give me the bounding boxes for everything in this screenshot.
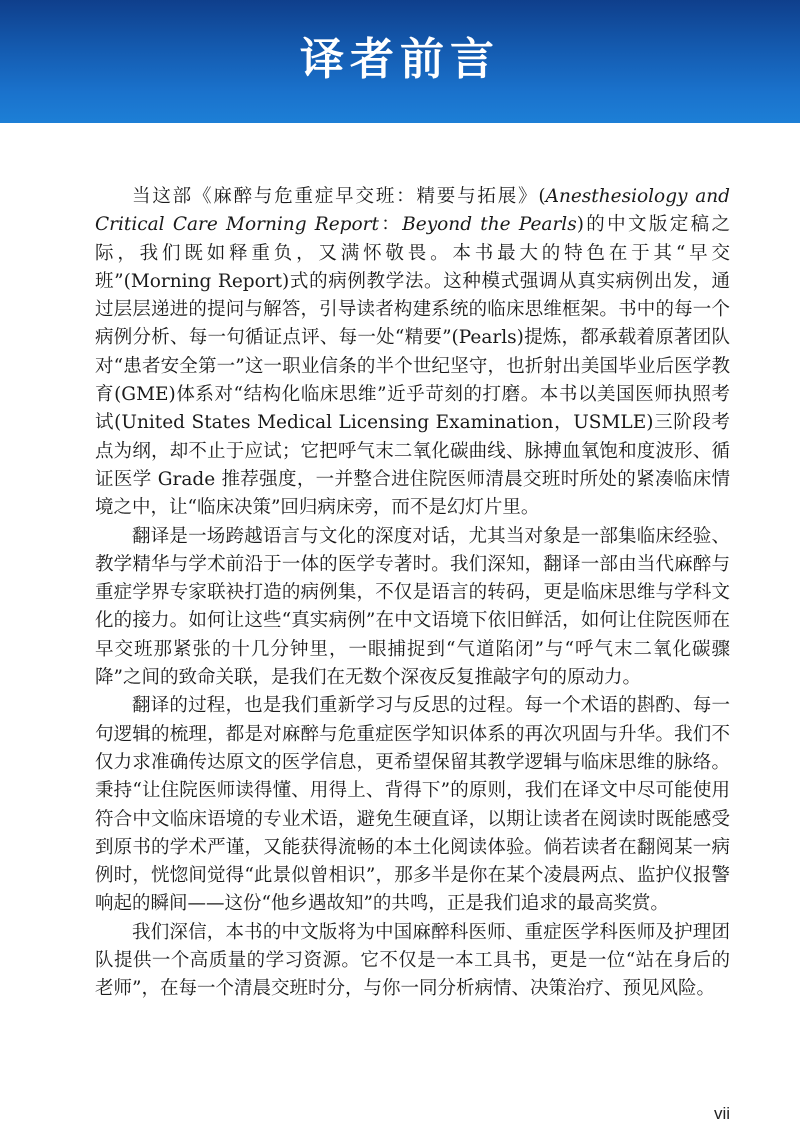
page-number: vii <box>713 1104 730 1123</box>
paragraph-4: 我们深信，本书的中文版将为中国麻醉科医师、重症医学科医师及护理团队提供一个高质量的学习资源。它不仅是一本工具书，更是一位“站在身后的老师”，在每一个清晨交班时分，与你一同分析病情、决策治疗、预见风险。 <box>95 921 730 1000</box>
book-title-english-sub: Beyond the Pearls <box>402 214 577 236</box>
title-separator: ： <box>378 214 403 236</box>
preface-body <box>95 183 730 1004</box>
paragraph-3: 翻译的过程，也是我们重新学习与反思的过程。每一个术语的斟酌、每一句逻辑的梳理，都是对麻醉与危重症医学知识体系的再次巩固与升华。我们不仅力求准确传达原文的医学信息，更希望保留其教学逻辑与临床思维的脉络。秉持“让住院医师读得懂、用得上、背得下”的原则，我们在译文中尽可能使用符合中文临床语境的专业术语，避免生硬直译，以期让读者在阅读时既能感受到原书的学术严谨，又能获得流畅的本土化阅读体验。倘若读者在翻阅某一病例时，恍惚间觉得“此景似曾相识”，那多半是你在某个凌晨两点、监护仪报警响起的瞬间——这份“他乡遇故知”的共鸣，正是我们追求的最高奖赏。 <box>95 695 730 915</box>
paragraph-1-text-a: 当这部《麻醉与危重症早交班：精要与拓展》( <box>132 186 546 207</box>
page-title: 译者前言 <box>300 34 500 85</box>
page-header-banner <box>0 0 800 123</box>
paragraph-2: 翻译是一场跨越语言与文化的深度对话，尤其当对象是一部集临床经验、教学精华与学术前沿于一体的医学专著时。我们深知，翻译一部由当代麻醉与重症学界专家联袂打造的病例集，不仅是语言的转码，更是临床思维与学科文化的接力。如何让这些“真实病例”在中文语境下依旧鲜活，如何让住院医师在早交班那紧张的十几分钟里，一眼捕捉到“气道陷闭”与“呼气末二氧化碳骤降”之间的致命关联，是我们在无数个深夜反复推敲字句的原动力。 <box>95 525 730 689</box>
book-title-english-main: Anesthesiology and Critical Care Morning Report <box>95 186 730 236</box>
paragraph-1-text-b: )的中文版定稿之际，我们既如释重负，又满怀敬畏。本书最大的特色在于其“早交班”(Morning Report)式的病例教学法。这种模式强调从真实病例出发，通过层层递进的提问与解答，引导读者构建系统的临床思维框架。书中的每一个病例分析、每一句循证点评、每一处“精要”(Pearls)提炼，都承载着原著团队对“患者安全第一”这一职业信条的半个世纪坚守，也折射出美国毕业后医学教育(GME)体系对“结构化临床思维”近乎苛刻的打磨。本书以美国医师执照考试(United States Medical Licensing Examination，USMLE)三阶段考点为纲，却不止于应试；它把呼气末二氧化碳曲线、脉搏血氧饱和度波形、循证医学 Grade 推荐强度，一并整合进住院医师清晨交班时所处的紧凑临床情境之中，让“临床决策”回归病床旁，而不是幻灯片里。 <box>95 214 730 519</box>
paragraph-1 <box>95 183 730 523</box>
